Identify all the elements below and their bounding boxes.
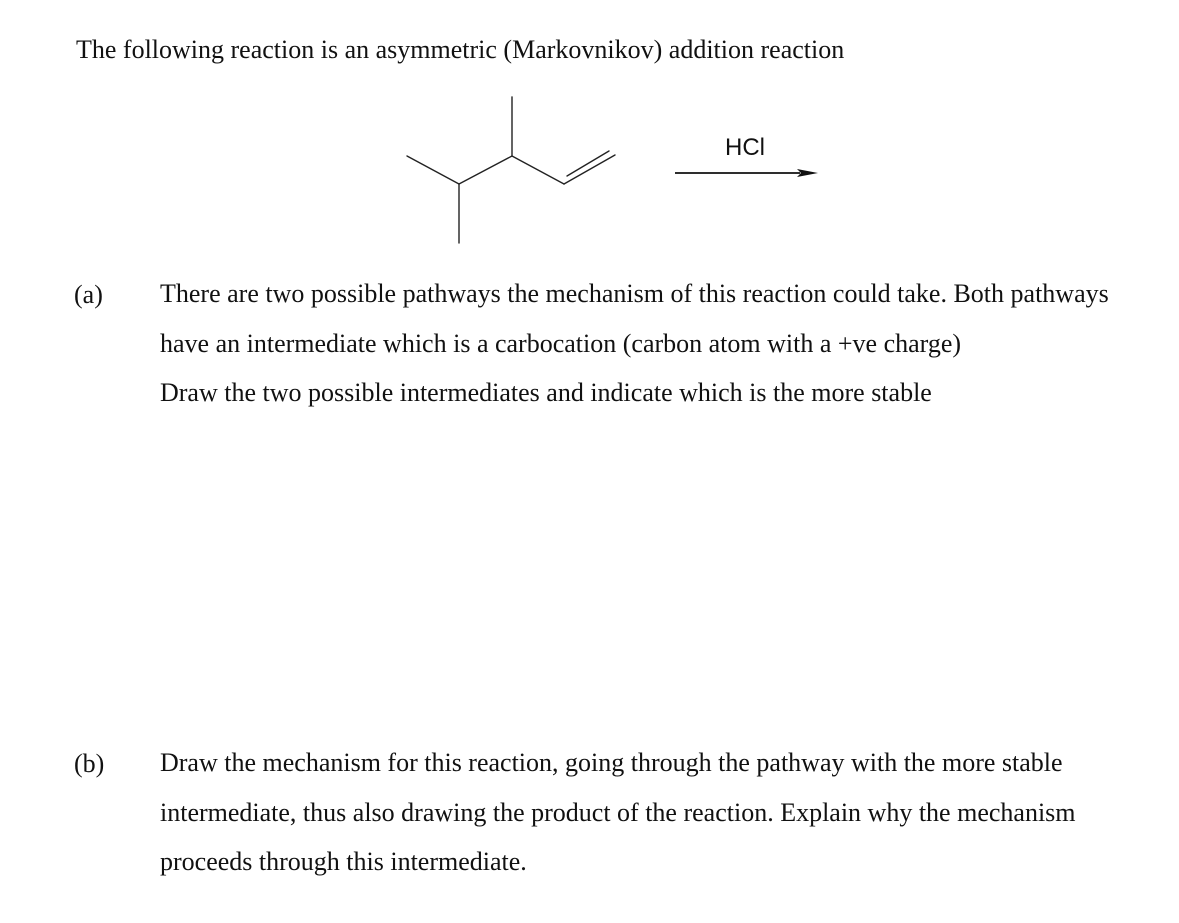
reaction-arrow-icon bbox=[675, 169, 818, 177]
intro-text: The following reaction is an asymmetric (Markovnikov) addition reaction bbox=[76, 35, 845, 64]
skeletal-structure-icon bbox=[407, 97, 615, 243]
question-a-text bbox=[160, 269, 1160, 418]
question-a-paragraph-2: Draw the two possible intermediates and indicate which is the more stable bbox=[160, 378, 932, 407]
question-b-label: (b) bbox=[74, 749, 105, 778]
question-a-paragraph-1: There are two possible pathways the mechanism of this reaction could take. Both pathways have an intermediate which is a carbocation (carbon atom with a +ve charge) bbox=[160, 279, 1109, 358]
question-b-text bbox=[160, 738, 1160, 887]
question-b-paragraph-1: Draw the mechanism for this reaction, going through the pathway with the more stable intermediate, thus also drawing the product of the reaction. Explain why the mechanism proceeds through this intermediate. bbox=[160, 748, 1076, 876]
question-a-label: (a) bbox=[74, 280, 103, 309]
reagent-label: HCl bbox=[725, 134, 765, 161]
